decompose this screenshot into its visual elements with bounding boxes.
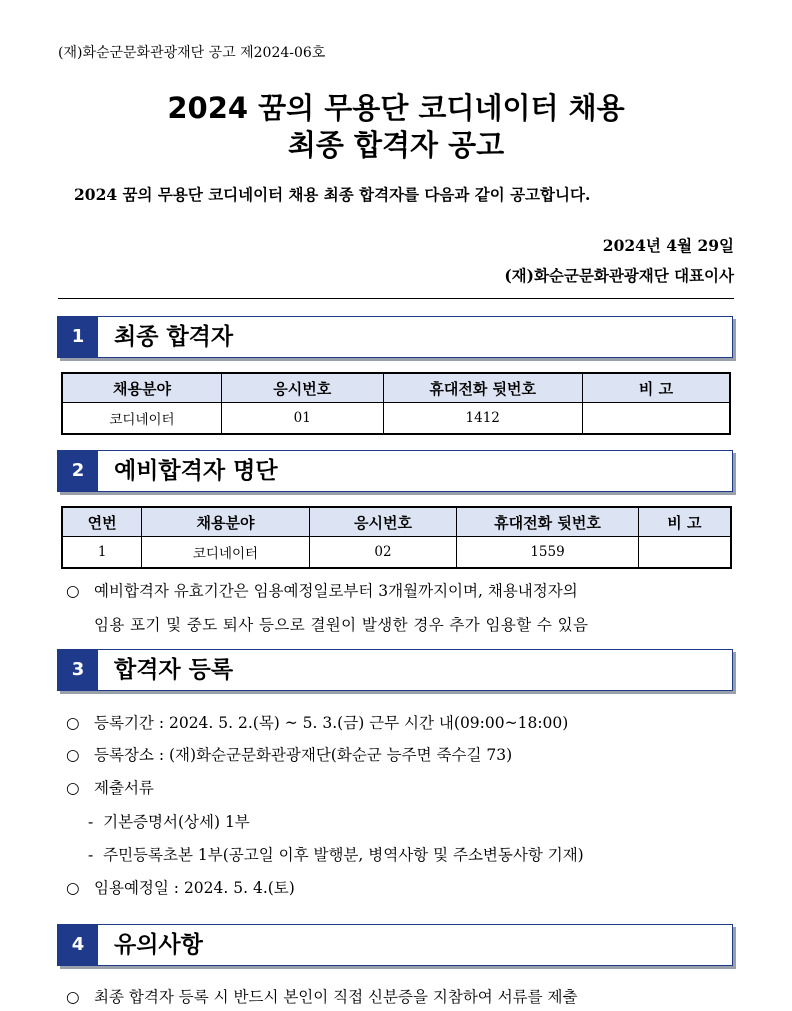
reserve-list-table — [61, 506, 732, 569]
bullet-icon: ○ — [66, 779, 80, 797]
documents-label: 제출서류 — [94, 779, 154, 797]
document-item — [88, 843, 584, 865]
page-title-line1: 2024 꿈의 무용단 코디네이터 채용 — [167, 91, 625, 125]
section-number: 1 — [58, 317, 98, 357]
table-cell: 01 — [222, 403, 384, 435]
precaution-item — [66, 985, 578, 1007]
issuer: (재)화순군문화관광재단 대표이사 — [504, 266, 734, 285]
registration-place-item — [66, 743, 512, 765]
bullet-icon: ○ — [66, 879, 80, 897]
registration-place: 등록장소 : (재)화순군문화관광재단(화순군 능주면 죽수길 73) — [94, 746, 513, 764]
section-number: 3 — [58, 650, 98, 690]
table-row — [62, 403, 730, 435]
dash-icon: - — [88, 846, 94, 864]
table-cell: 코디네이터 — [62, 403, 222, 435]
column-header: 채용분야 — [142, 507, 309, 537]
document-text: 기본증명서(상세) 1부 — [103, 813, 250, 831]
column-header: 연번 — [62, 507, 142, 537]
reserve-note-line2: 임용 포기 및 중도 퇴사 등으로 결원이 발생한 경우 추가 임용할 수 있음 — [94, 616, 589, 634]
table-row — [62, 537, 731, 569]
table-header-row — [62, 507, 731, 537]
column-header: 응시번호 — [309, 507, 457, 537]
table-cell: 02 — [309, 537, 457, 569]
column-header: 채용분야 — [62, 373, 222, 403]
appointment-date: 임용예정일 : 2024. 5. 4.(토) — [94, 879, 295, 897]
column-header: 비 고 — [638, 507, 731, 537]
header-divider — [58, 298, 734, 299]
bullet-icon: ○ — [66, 582, 80, 600]
final-passers-table — [61, 372, 731, 435]
appointment-item — [66, 876, 295, 898]
bullet-icon: ○ — [66, 988, 80, 1006]
table-cell: 1559 — [457, 537, 638, 569]
column-header: 휴대전화 뒷번호 — [383, 373, 582, 403]
section-title: 합격자 등록 — [114, 657, 234, 683]
section-title: 최종 합격자 — [114, 324, 234, 350]
documents-item — [66, 776, 154, 798]
bullet-icon: ○ — [66, 714, 80, 732]
document-item — [88, 810, 250, 832]
dash-icon: - — [88, 813, 94, 831]
intro-text: 2024 꿈의 무용단 코디네이터 채용 최종 합격자를 다음과 같이 공고합니다. — [74, 185, 591, 204]
precaution-text: 최종 합격자 등록 시 반드시 본인이 직접 신분증을 지참하여 서류를 제출 — [94, 988, 578, 1006]
notice-date: 2024년 4월 29일 — [602, 236, 734, 255]
notice-number: (재)화순군문화관광재단 공고 제2024-06호 — [58, 45, 326, 61]
page-title-line2: 최종 합격자 공고 — [287, 128, 505, 162]
section-heading-precautions — [57, 924, 733, 966]
section-heading-final-passers — [57, 316, 733, 358]
section-number: 2 — [58, 451, 98, 491]
reserve-note-line1: 예비합격자 유효기간은 임용예정일로부터 3개월까지이며, 채용내정자의 — [94, 582, 578, 600]
registration-period: 등록기간 : 2024. 5. 2.(목) ~ 5. 3.(금) 근무 시간 내(09:00~18:00) — [94, 714, 569, 732]
section-heading-registration — [57, 649, 733, 691]
section-heading-reserve-list — [57, 450, 733, 492]
column-header: 응시번호 — [222, 373, 384, 403]
section-title: 유의사항 — [114, 932, 203, 958]
table-header-row — [62, 373, 730, 403]
section-title: 예비합격자 명단 — [114, 458, 278, 484]
registration-period-item — [66, 711, 568, 733]
table-cell: 1412 — [383, 403, 582, 435]
table-cell — [582, 403, 730, 435]
table-cell — [638, 537, 731, 569]
table-cell: 코디네이터 — [142, 537, 309, 569]
column-header: 휴대전화 뒷번호 — [457, 507, 638, 537]
bullet-icon: ○ — [66, 746, 80, 764]
table-cell: 1 — [62, 537, 142, 569]
reserve-note-item — [66, 579, 578, 601]
column-header: 비 고 — [582, 373, 730, 403]
section-number: 4 — [58, 925, 98, 965]
document-text: 주민등록초본 1부(공고일 이후 발행분, 병역사항 및 주소변동사항 기재) — [103, 846, 584, 864]
